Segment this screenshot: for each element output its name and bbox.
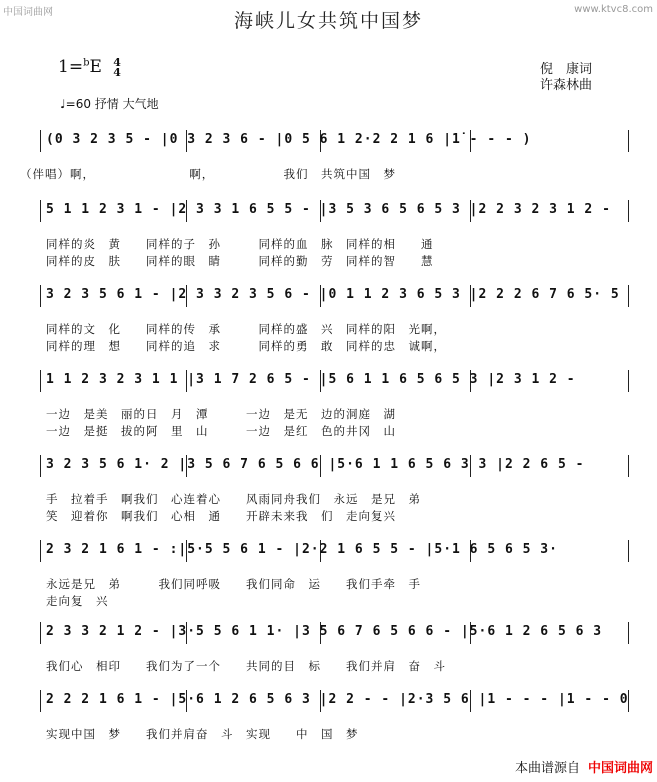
barline (628, 130, 629, 152)
barline (628, 285, 629, 307)
notation-row: 2 2 2 1 6 1 - |5·6 1 2 6 5 6 3 |2 2 - - |2·3 5 6 |1 - - - |1 - - 0 (46, 692, 629, 707)
notation-row: 1 1 2 3 2 3 1 1 |3 1 7 2 6 5 - |5 6 1 1 6 5 6 5 3 |2 3 1 2 - (46, 372, 576, 387)
flat-sign: b (83, 57, 90, 69)
notation-row: 3 2 3 5 6 1 - |2 3 3 2 3 5 6 - |0 1 1 2 3 6 5 3 |2 2 2 6 7 6 5· 5 (46, 287, 620, 302)
lyric-row: 笑 迎着你 啊我们 心相 通 开辟未来我 们 走向复兴 (46, 509, 396, 523)
lyric-row: 走向复 兴 (46, 594, 109, 608)
barline (628, 622, 629, 644)
time-signature (113, 55, 121, 79)
lyric-row: 同样的文 化 同样的传 承 同样的盛 兴 同样的阳 光啊， (46, 322, 446, 336)
lyric-row: 同样的理 想 同样的追 求 同样的勇 敢 同样的忠 诚啊， (46, 339, 446, 353)
footer (515, 757, 653, 776)
time-bottom: 4 (113, 65, 121, 79)
notation-row: (0 3 2 3 5 - |0 3 2 3 6 - |0 5 6 1 2·2 2 1 6 |1̇ - - - ) (46, 132, 532, 147)
lyric-row: 一边 是美 丽的日 月 潭 一边 是无 边的洞庭 湖 (46, 407, 396, 421)
barline (628, 370, 629, 392)
barline (40, 285, 41, 307)
song-title: 海峡儿女共筑中国梦 (233, 10, 423, 32)
key-prefix: 1= (58, 57, 84, 77)
barline (40, 200, 41, 222)
barline (40, 622, 41, 644)
footer-site: 中国词曲网 (587, 761, 653, 776)
notation-row: 2 3 2 1 6 1 - :|5·5 5 6 1 - |2·2 1 6 5 5 - |5·1 6 5 6 5 3· (46, 542, 558, 557)
time-top: 4 (113, 55, 121, 69)
barline (628, 455, 629, 477)
watermark-left: 中国词曲网 (3, 7, 53, 18)
barline (40, 540, 41, 562)
key-signature (58, 57, 121, 78)
lyric-row: 我们心 相印 我们为了一个 共同的目 标 我们并肩 奋 斗 (46, 659, 446, 673)
lyric-row: 一边 是挺 拔的阿 里 山 一边 是红 色的井冈 山 (46, 424, 396, 438)
lyric-row: 手 拉着手 啊我们 心连着心 风雨同舟我们 永远 是兄 弟 (46, 492, 421, 506)
lyricist-credit: 倪 康词 (540, 62, 593, 77)
barline (628, 540, 629, 562)
barline (628, 200, 629, 222)
barline (40, 370, 41, 392)
footer-source: 本曲谱源自 (514, 761, 580, 776)
lyric-row: 同样的皮 肤 同样的眼 睛 同样的勤 劳 同样的智 慧 (46, 254, 434, 268)
lyric-row: 永远是兄 弟 我们同呼吸 我们同命 运 我们手牵 手 (46, 577, 421, 591)
key-note: E (89, 57, 102, 77)
lyric-row: 实现中国 梦 我们并肩奋 斗 实现 中 国 梦 (46, 727, 359, 741)
lyric-row: （伴唱）啊， 啊， 我们 共筑中国 梦 (20, 167, 396, 181)
barline (40, 130, 41, 152)
notation-row: 3 2 3 5 6 1· 2 |3 5 6 7 6 5 6 6 |5·6 1 1 6 5 6 3 3 |2 2 6 5 - (46, 457, 585, 472)
barline (40, 455, 41, 477)
barline (40, 690, 41, 712)
notation-row: 5 1 1 2 3 1 - |2 3 3 1 6 5 5 - |3 5 3 6 5 6 5 3 |2 2 3 2 3 1 2 - (46, 202, 611, 217)
composer-credit: 许森林曲 (540, 78, 593, 93)
lyric-row: 同样的炎 黄 同样的子 孙 同样的血 脉 同样的相 通 (46, 237, 434, 251)
tempo-marking: ♩=60 抒情 大气地 (60, 97, 159, 111)
watermark-right: www.ktvc8.com (574, 4, 653, 15)
notation-row: 2 3 3 2 1 2 - |3·5 5 6 1 1· |3 5 6 7 6 5 6 6 - |5·6 1 2 6 5 6 3 (46, 624, 603, 639)
